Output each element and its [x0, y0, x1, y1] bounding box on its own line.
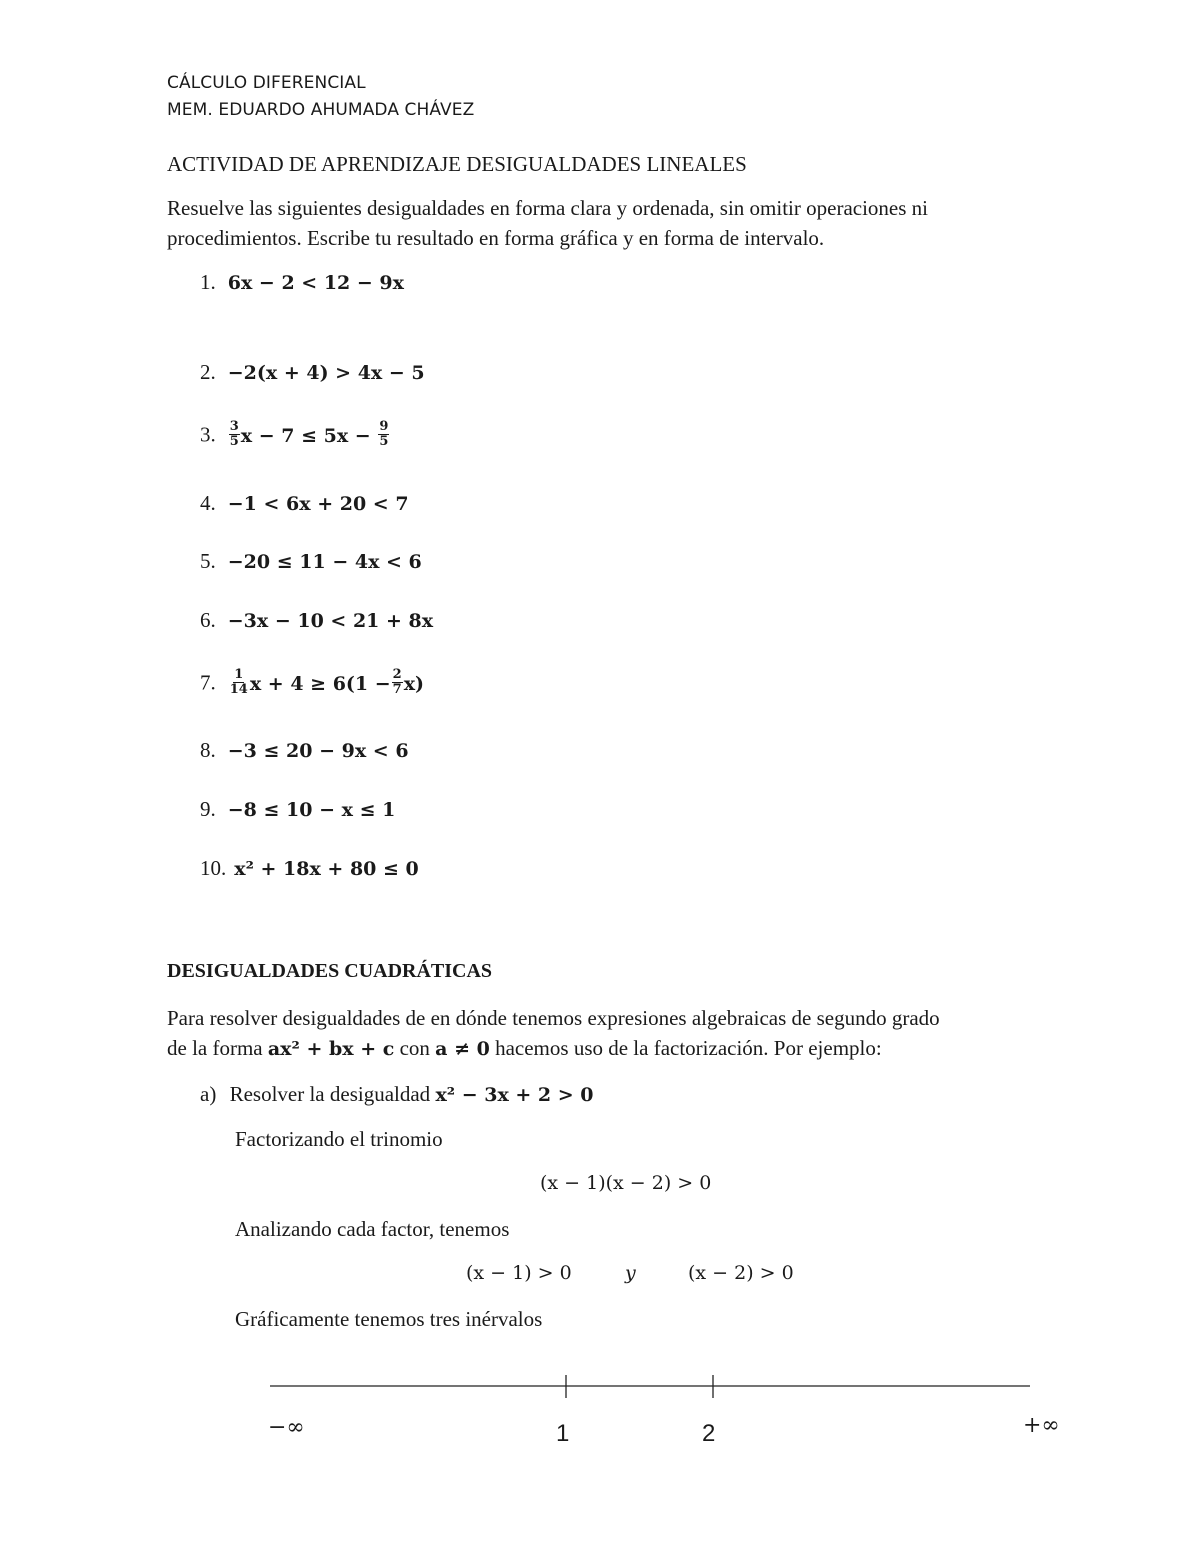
section-heading: DESIGUALDADES CUADRÁTICAS	[167, 960, 493, 982]
example-expression: x² − 3x + 2 > 0	[435, 1084, 594, 1106]
problem-item-7: 7. $\frac{1}{14}$ x + 4 ≥ 6(1 − $\frac{2}{7}$ x)	[200, 667, 425, 697]
teacher-name: MEM. EDUARDO AHUMADA CHÁVEZ	[167, 100, 475, 120]
problem-item-10: 10. x² + 18x + 80 ≤ 0	[200, 856, 419, 880]
condition: a ≠ 0	[435, 1038, 490, 1060]
instructions-line-1: Resuelve las siguientes desigualdades en forma clara y ordenada, sin omitir operaciones ni	[167, 196, 929, 220]
label-two: 2	[702, 1420, 716, 1447]
label-minus-infinity: −∞	[268, 1415, 305, 1440]
problem-expression: x² + 18x + 80 ≤ 0	[234, 858, 419, 880]
intro-line-1: Para resolver desigualdades de en dónde tenemos expresiones algebraicas de segundo grado	[167, 1006, 940, 1030]
example-a: a) Resolver la desigualdad x² − 3x + 2 > 0	[200, 1082, 594, 1106]
problem-item-1: 1. 6x − 2 < 12 − 9x	[200, 270, 404, 294]
intro-line-2: de la forma ax² + bx + c con a ≠ 0 hacemos uso de la factorización. Por ejemplo:	[167, 1036, 882, 1060]
problem-item-9: 9. −8 ≤ 10 − x ≤ 1	[200, 797, 396, 821]
problem-expression: 6x − 2 < 12 − 9x	[227, 272, 404, 294]
step-factorize: Factorizando el trinomio	[235, 1127, 443, 1151]
activity-title: ACTIVIDAD DE APRENDIZAJE DESIGUALDADES LINEALES	[167, 152, 747, 176]
step-analyze: Analizando cada factor, tenemos	[235, 1217, 510, 1241]
problem-item-8: 8. −3 ≤ 20 − 9x < 6	[200, 738, 409, 762]
problem-expression: −2(x + 4) > 4x − 5	[227, 362, 425, 384]
fraction: $\frac{1}{14}$	[229, 667, 248, 697]
fraction: $\frac{9}{5}$	[379, 419, 389, 449]
problem-expression: $\frac{3}{5}$ x − 7 ≤ 5x − $\frac{9}{5}$	[229, 419, 389, 449]
problem-item-5: 5. −20 ≤ 11 − 4x < 6	[200, 549, 422, 573]
problem-item-3: 3. $\frac{3}{5}$ x − 7 ≤ 5x − $\frac{9}{5}$	[200, 419, 389, 449]
problem-expression: −3 ≤ 20 − 9x < 6	[227, 740, 409, 762]
problem-expression: −3x − 10 < 21 + 8x	[227, 610, 434, 632]
problem-expression: −20 ≤ 11 − 4x < 6	[227, 551, 422, 573]
course-title: CÁLCULO DIFERENCIAL	[167, 73, 366, 93]
instructions-line-2: procedimientos. Escribe tu resultado en forma gráfica y en forma de intervalo.	[167, 226, 825, 250]
label-plus-infinity: +∞	[1023, 1413, 1060, 1438]
step-graph: Gráficamente tenemos tres inérvalos	[235, 1307, 543, 1331]
conjunction: y	[625, 1262, 636, 1284]
general-form: ax² + bx + c	[267, 1038, 395, 1060]
problem-item-4: 4. −1 < 6x + 20 < 7	[200, 491, 409, 515]
problem-expression: −8 ≤ 10 − x ≤ 1	[227, 799, 396, 821]
problem-expression: −1 < 6x + 20 < 7	[227, 493, 409, 515]
fraction: $\frac{3}{5}$	[229, 419, 239, 449]
factor-2: (x − 2) > 0	[688, 1262, 794, 1284]
problem-item-2: 2. −2(x + 4) > 4x − 5	[200, 360, 425, 384]
fraction: $\frac{2}{7}$	[392, 667, 402, 697]
problem-expression: $\frac{1}{14}$ x + 4 ≥ 6(1 − $\frac{2}{7}$ x)	[229, 667, 425, 697]
problem-item-6: 6. −3x − 10 < 21 + 8x	[200, 608, 434, 632]
factored-expression: (x − 1)(x − 2) > 0	[540, 1172, 712, 1194]
factor-1: (x − 1) > 0	[466, 1262, 572, 1284]
label-one: 1	[556, 1420, 570, 1447]
